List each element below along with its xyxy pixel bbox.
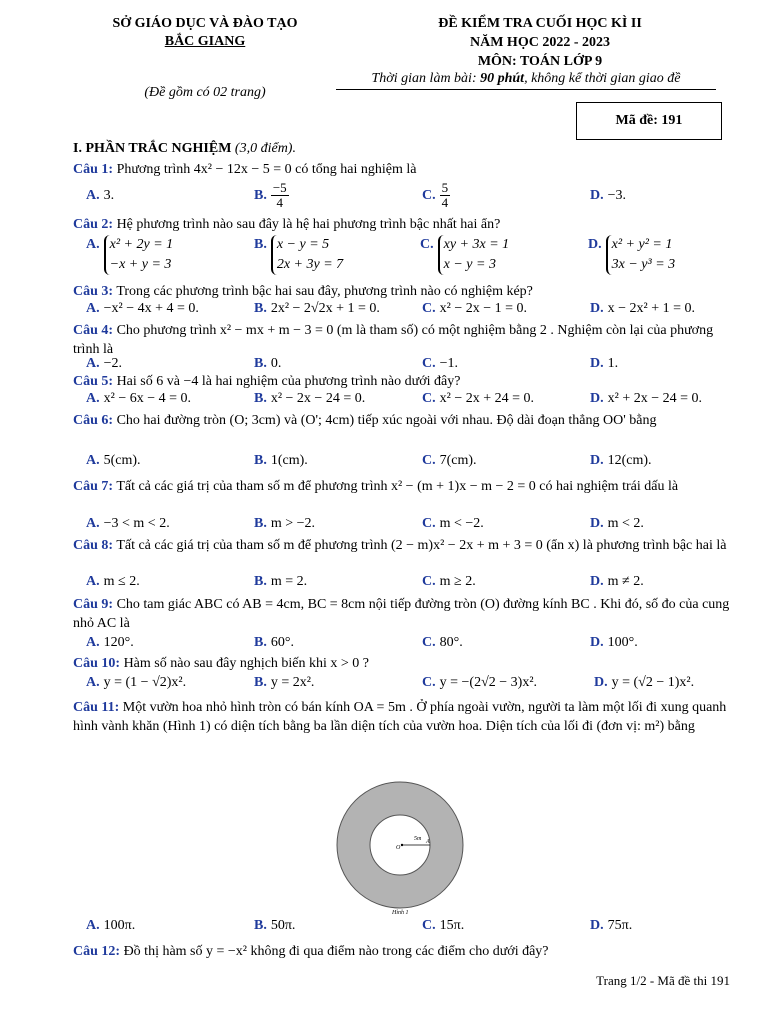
option-label: B. [254,675,267,690]
question-text: Một vườn hoa nhỏ hình tròn có bán kính OA = 5m . Ở phía ngoài vườn, người ta làm một lối đi xung quanh hình vành khăn (Hình 1) có diện tích bằng ba lần diện tích của vườn hoa. Diện tích của lối đi (đơn vị: m²) bằng [73,700,727,734]
options-row-5 [86,391,736,413]
option-text: 15π. [439,918,465,933]
question-10 [73,654,733,673]
option-fraction: $\frac{-5}{4}$ [272,180,287,210]
option-label: D. [590,301,604,316]
option-label: C. [422,356,436,371]
option-label: C. [422,453,436,468]
option-label: C. [422,918,436,933]
time-line [336,71,716,90]
option-text: −2. [103,356,123,371]
pages-note: (Đề gồm có 02 trang) [144,85,266,100]
question-text: Cho phương trình x² − mx + m − 3 = 0 (m là tham số) có một nghiệm bằng 2 . Nghiệm còn lại của phương trình là [73,323,714,357]
option-text: 60°. [270,635,294,650]
option-label: D. [594,675,608,690]
question-8 [73,536,733,555]
equation-system [271,235,343,275]
section-points: (3,0 điểm). [234,141,296,156]
eq: x − y = 5 [276,237,330,252]
option-text: x² − 6x − 4 = 0. [103,391,192,406]
option-label: A. [86,453,100,468]
question-label: Câu 12: [73,944,121,959]
question-label: Câu 1: [73,162,114,177]
option-label: D. [590,356,604,371]
point-label: A [426,839,430,845]
exam-code-box [576,102,722,140]
option-label: B. [254,187,267,203]
option-label: A. [86,356,100,371]
option-text: x² + 2x − 24 = 0. [607,391,703,406]
options-row-6 [86,453,736,475]
option-label: D. [590,574,604,589]
option-text: m ≤ 2. [103,574,140,589]
question-7 [73,477,733,496]
figure-caption: Hình 1 [392,910,409,916]
exam-code: Mã đề: 191 [615,113,683,128]
question-text: Trong các phương trình bậc hai sau đây, phương trình nào có nghiệm kép? [116,284,533,299]
option-label: D. [590,453,604,468]
question-label: Câu 4: [73,323,114,338]
option-text: 3. [103,188,115,203]
option-label: B. [254,391,267,406]
option-text: x² − 2x − 24 = 0. [270,391,366,406]
question-text: Tất cả các giá trị của tham số m để phương trình x² − (m + 1)x − m − 2 = 0 có hai nghiệm trái dấu là [116,479,679,494]
question-text: Tất cả các giá trị của tham số m để phương trình (2 − m)x² − 2x + m + 3 = 0 (ẩn x) là phương trình bậc hai là [116,538,727,553]
question-label: Câu 5: [73,374,114,389]
question-text: Phương trình 4x² − 12x − 5 = 0 có tổng hai nghiệm là [116,162,417,177]
subject: MÔN: TOÁN LỚP 9 [477,54,603,69]
option-text: y = (1 − √2)x². [103,675,187,690]
eq: 2x + 3y = 7 [276,257,344,272]
question-label: Câu 9: [73,597,114,612]
options-row-2: A. x² + 2y = 1 −x + y = 3 B. x − y = 5 2x + 3y = 7 C. xy + 3x = 1 x − y = 3 D. x² + y² = 1 3x − y³ = 3 [86,235,736,279]
option-text: 100π. [103,918,136,933]
province-text: BẮC GIANG [164,34,246,49]
equation-system [438,235,510,275]
option-label: B. [254,301,267,316]
option-text: 12(cm). [607,453,652,468]
question-label: Câu 7: [73,479,114,494]
options-row-10 [86,675,736,697]
time-prefix: Thời gian làm bài: [371,71,481,86]
exam-title: ĐỀ KIỂM TRA CUỐI HỌC KÌ II [438,16,642,31]
option-label: D. [590,918,604,933]
question-label: Câu 2: [73,217,114,232]
option-text: m = 2. [270,574,308,589]
option-label: A. [86,635,100,650]
option-text: m ≥ 2. [439,574,476,589]
option-text: x² − 2x + 24 = 0. [439,391,535,406]
option-text: 5(cm). [103,453,141,468]
eq: x² + y² = 1 [611,237,673,252]
options-row-1: A. 3. B. $\frac{-5}{4}$ C. $\frac{5}{4}$ D. −3. [86,180,627,210]
option-label: C. [422,516,436,531]
options-row-3 [86,301,736,323]
option-text: 100°. [607,635,638,650]
option-text: x² − 2x − 1 = 0. [439,301,528,316]
option-label: C. [422,635,436,650]
option-fraction: $\frac{5}{4}$ [441,180,449,210]
province-name [60,34,350,50]
radius-label: 5m [414,836,422,842]
section-heading: I. PHẦN TRẮC NGHIỆM [73,141,232,156]
annulus-figure [330,780,470,918]
option-label: D. [590,391,604,406]
eq: x − y = 3 [443,257,496,272]
option-text: m > −2. [270,516,316,531]
option-label: B. [254,356,267,371]
question-text: Hàm số nào sau đây nghịch biến khi x > 0 ? [123,656,370,671]
option-label: A. [86,675,100,690]
page-footer: Trang 1/2 - Mã đề thi 191 [596,973,730,988]
option-label: A. [86,188,100,203]
option-text: m ≠ 2. [607,574,644,589]
option-label: B. [254,574,267,589]
option-label: A. [86,301,100,316]
eq: 3x − y³ = 3 [611,257,676,272]
options-row-7 [86,516,736,538]
question-11 [73,698,733,736]
option-label: B. [254,453,267,468]
question-label: Câu 11: [73,700,120,715]
option-text: 80°. [439,635,463,650]
option-text: 2x² − 2√2x + 1 = 0. [270,301,380,316]
option-text: −1. [439,356,459,371]
option-label: C. [422,391,436,406]
option-label: A. [86,574,100,589]
option-label: D. [590,516,604,531]
question-6 [73,411,733,430]
option-text: m < −2. [439,516,484,531]
option-label: C. [422,675,436,690]
question-12 [73,942,733,961]
option-label: A. [86,391,100,406]
option-text: y = (√2 − 1)x². [611,675,695,690]
option-label: C. [422,301,436,316]
time-suffix: , không kể thời gian giao đề [524,71,681,86]
time-bold: 90 phút [480,71,525,86]
equation-system [104,235,174,275]
option-label: B. [254,635,267,650]
question-label: Câu 10: [73,656,121,671]
section-title [73,141,296,157]
question-label: Câu 8: [73,538,114,553]
eq: xy + 3x = 1 [443,237,510,252]
question-2 [73,215,733,234]
question-text: Hai số 6 và −4 là hai nghiệm của phương trình nào dưới đây? [116,374,461,389]
option-label: B. [254,516,267,531]
option-text: 1(cm). [270,453,308,468]
question-9 [73,595,733,633]
question-label: Câu 6: [73,413,114,428]
option-text: x − 2x² + 1 = 0. [607,301,696,316]
option-text: 120°. [103,635,134,650]
option-text: 7(cm). [439,453,477,468]
option-label: A. [86,918,100,933]
option-text: 50π. [270,918,296,933]
question-label: Câu 3: [73,284,114,299]
eq: x² + 2y = 1 [109,237,174,252]
option-label: C. [422,574,436,589]
options-row-11 [86,918,736,940]
question-5 [73,372,733,391]
option-text: m < 2. [607,516,644,531]
option-text: 0. [270,356,282,371]
option-text: −3 < m < 2. [103,516,170,531]
school-year: NĂM HỌC 2022 - 2023 [470,35,610,50]
question-3 [73,282,733,301]
question-text: Đồ thị hàm số y = −x² không đi qua điểm nào trong các điểm cho dưới đây? [123,944,549,959]
question-text: Hệ phương trình nào sau đây là hệ hai phương trình bậc nhất hai ẩn? [116,217,501,232]
option-text: −x² − 4x + 4 = 0. [103,301,199,316]
options-row-8 [86,574,736,596]
option-text: y = 2x². [270,675,315,690]
option-text: y = −(2√2 − 3)x². [439,675,538,690]
option-label: A. [86,516,100,531]
option-label: C. [422,187,436,203]
option-label: D. [590,635,604,650]
question-text: Cho hai đường tròn (O; 3cm) và (O'; 4cm) tiếp xúc ngoài với nhau. Độ dài đoạn thẳng OO' bằng [116,413,657,428]
option-text: 1. [607,356,619,371]
question-1 [73,160,733,179]
question-text: Cho tam giác ABC có AB = 4cm, BC = 8cm nội tiếp đường tròn (O) đường kính BC . Khi đó, số đo của cung nhỏ AC là [73,597,730,631]
department-name: SỞ GIÁO DỤC VÀ ĐÀO TẠO [112,16,298,31]
option-label: D. [590,188,604,203]
eq: −x + y = 3 [109,257,172,272]
equation-system [606,235,676,275]
option-text: 75π. [607,918,633,933]
option-label: B. [254,918,267,933]
center-point [401,844,403,846]
center-label: O [396,845,401,851]
question-4 [73,321,733,359]
